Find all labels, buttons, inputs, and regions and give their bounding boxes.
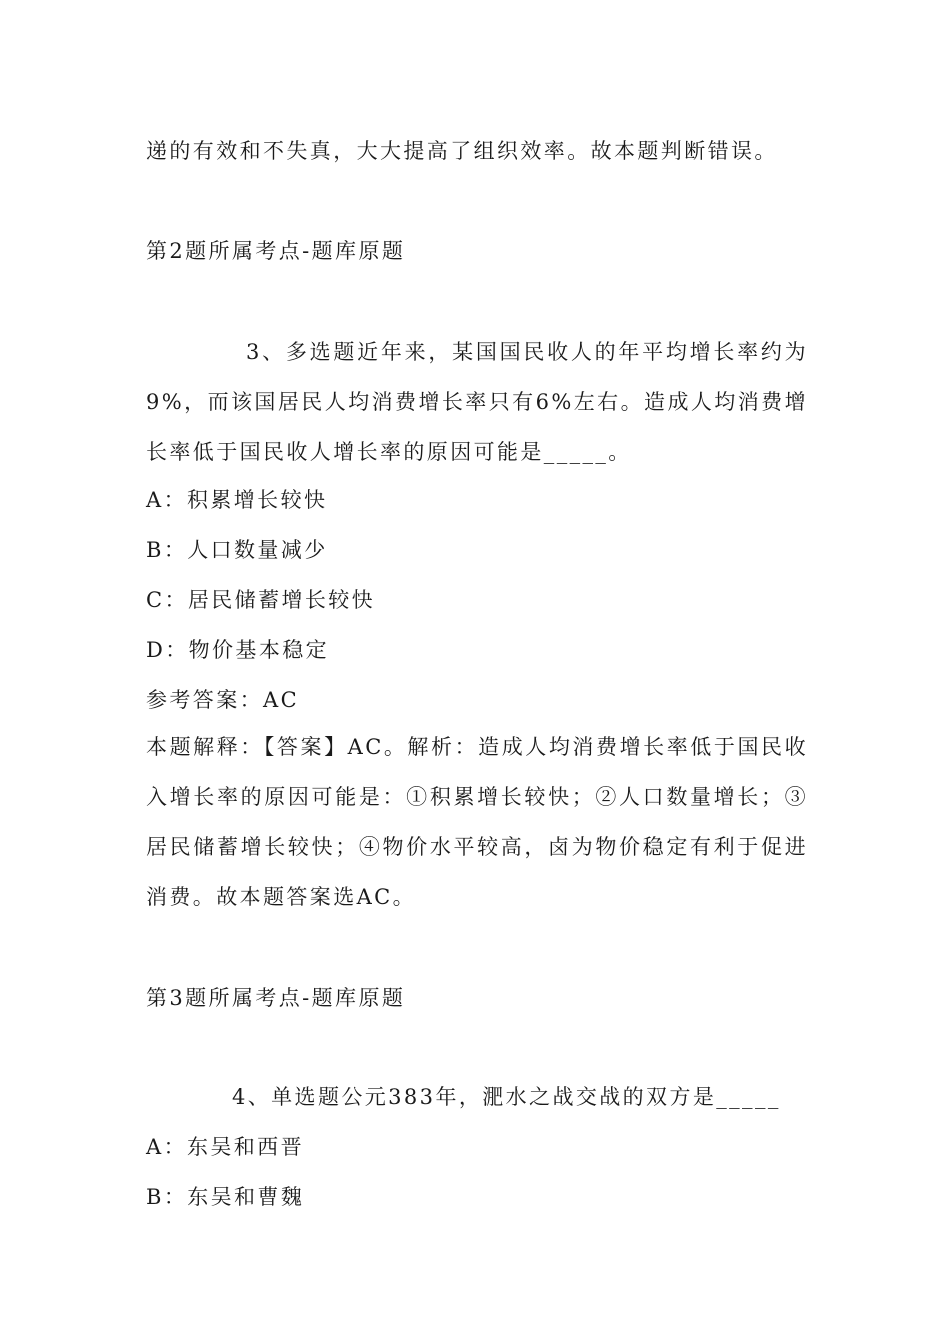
continuation-text: 递的有效和不失真，大大提高了组织效率。故本题判断错误。	[146, 139, 778, 163]
question-4-option-a: A：东吴和西晋	[146, 1135, 304, 1159]
question-3-option-a: A：积累增长较快	[146, 488, 328, 512]
question-3-answer: 参考答案：AC	[146, 688, 300, 712]
question-3-option-d: D：物价基本稳定	[146, 638, 330, 662]
question-2-knowledge-point: 第2题所属考点-题库原题	[146, 239, 406, 263]
question-3-option-b: B：人口数量减少	[146, 538, 328, 562]
question-3-option-c: C：居民储蓄增长较快	[146, 588, 376, 612]
question-3-knowledge-point: 第3题所属考点-题库原题	[146, 986, 406, 1010]
question-4-option-b: B：东吴和曹魏	[146, 1185, 305, 1209]
question-3-explanation: 本题解释：【答案】AC。解析：造成人均消费增长率低于国民收入增长率的原因可能是：①积累增长较快；②人口数量增长；③居民储蓄增长较快；④物价水平较高，卤为物价稳定有利于促进消费。故本题答案选AC。	[146, 735, 808, 909]
question-3-stem: 3、多选题近年来，某国国民收人的年平均增长率约为9%，而该国居民人均消费增长率只有6%左右。造成人均消费增长率低于国民收人增长率的原因可能是_____。	[146, 340, 808, 464]
question-4-stem: 4、单选题公元383年，淝水之战交战的双方是_____	[232, 1085, 781, 1109]
